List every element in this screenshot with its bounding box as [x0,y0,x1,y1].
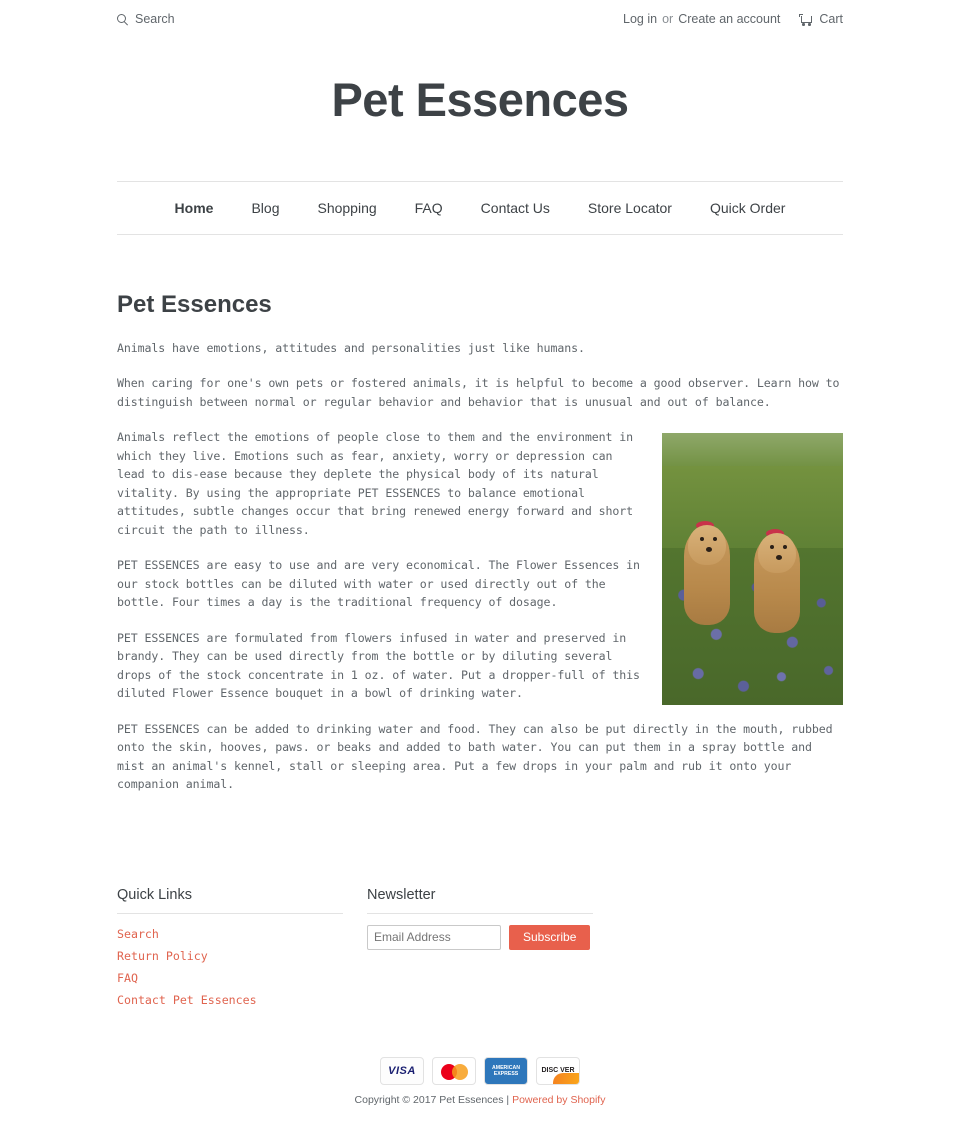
quick-links-list [117,925,367,1010]
list-item [117,969,367,988]
email-field[interactable] [367,925,501,950]
visa-icon: VISA [380,1057,424,1085]
discover-icon: DISC VER [536,1057,580,1085]
cart-label: Cart [819,12,843,26]
quick-link-faq[interactable]: FAQ [117,970,138,985]
nav-item-contact-us[interactable]: Contact Us [480,200,550,216]
login-link[interactable]: Log in [623,12,658,26]
paragraph-economical: PET ESSENCES are easy to use and are very economical. The Flower Essences in our stock bottles can be diluted with water or used directly out of the bottle. Four times a day is the traditional frequency of dosage. [117,558,640,610]
nav-item-store-locator[interactable]: Store Locator [587,200,672,216]
main-navigation [117,181,843,235]
dogs-in-bluebonnets-image [662,433,843,705]
paragraph-intro: Animals have emotions, attitudes and personalities just like humans. [117,340,585,355]
powered-by-shopify-link[interactable]: Powered by Shopify [512,1093,606,1106]
quick-link-contact[interactable]: Contact Pet Essences [117,992,257,1007]
utility-bar [117,0,843,26]
quick-link-search[interactable]: Search [117,926,159,941]
nav-list [117,198,843,218]
paragraph-formulation: PET ESSENCES are formulated from flowers infused in water and preserved in brandy. They can be used directly from the bottle or by diluting several drops of the stock concentrate in 1 oz. of water. Put a dropper-full of this diluted Flower Essence bouquet in a bowl of drinking water. [117,630,640,701]
create-account-link[interactable]: Create an account [678,12,781,26]
newsletter-title: Newsletter [367,887,593,914]
nav-item-blog[interactable]: Blog [251,200,280,216]
nav-item-quick-order[interactable]: Quick Order [709,200,786,216]
quick-links-title: Quick Links [117,887,343,914]
nav-item-home[interactable]: Home [174,200,214,216]
site-footer [117,869,843,1122]
dog-left-illustration [684,529,730,625]
search-link[interactable] [117,12,175,26]
payment-methods [117,1057,843,1085]
page-title: Pet Essences [117,290,272,318]
cart-link[interactable] [799,12,843,26]
search-label: Search [135,12,175,26]
quick-link-return-policy[interactable]: Return Policy [117,948,208,963]
american-express-icon: AMERICAN EXPRESS [484,1057,528,1085]
nav-item-shopping[interactable]: Shopping [317,200,377,216]
copyright-text: Copyright © 2017 Pet Essences | [354,1093,510,1106]
paragraph-observer: When caring for one's own pets or fostered animals, it is helpful to become a good observer. Learn how to distinguish between normal or regular behavior and behavior that is unusual and out of balance. [117,376,840,409]
newsletter-form [367,925,617,950]
subscribe-button[interactable]: Subscribe [509,925,590,950]
paragraph-usage: PET ESSENCES can be added to drinking water and food. They can also be put directly in the mouth, rubbed onto the skin, hooves, paws. or beaks and added to bath water. You can put them in a spray bottle and mist an animal's kennel, stall or sleeping area. Put a few drops in your palm and rub it onto your companion animal. [117,721,833,792]
paragraph-emotions: Animals reflect the emotions of people close to them and the environment in which they live. Emotions such as fear, anxiety, worry or depression can lead to dis-ease because they deplete the physical body of its natural vitality. By using the appropriate PET ESSENCES to balance emotional attitudes, subtle changes occur that bring renewed energy forward and short circuit the path to illness. [117,430,634,537]
list-item [117,991,367,1010]
quick-links-column [117,887,367,1013]
or-separator: or [662,12,674,26]
account-area [623,12,843,26]
copyright-bar [117,1085,843,1122]
list-item [117,947,367,966]
search-icon [117,14,128,25]
dog-right-illustration [754,537,800,633]
nav-item-faq[interactable]: FAQ [414,200,443,216]
site-title[interactable]: Pet Essences [331,73,629,126]
newsletter-column [367,887,617,1013]
main-content [117,235,843,811]
cart-icon [799,14,813,25]
list-item [117,925,367,944]
mastercard-icon [432,1057,476,1085]
